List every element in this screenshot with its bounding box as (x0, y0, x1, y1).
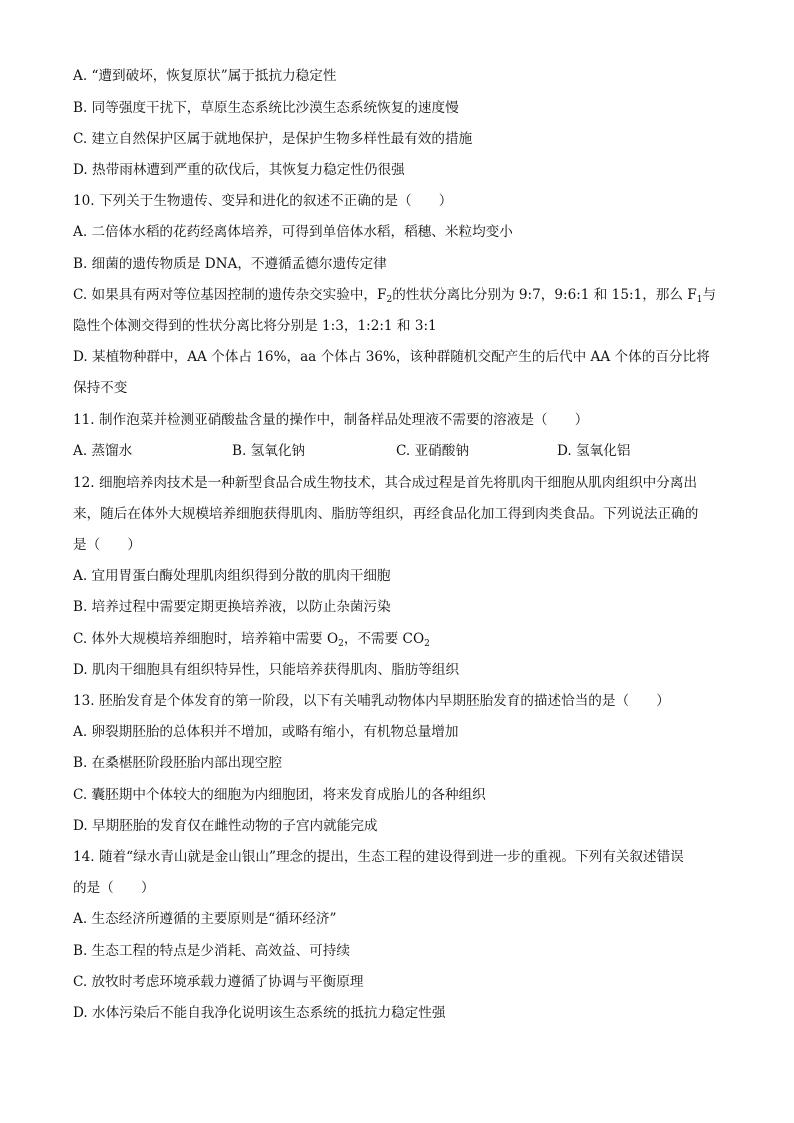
q12c-sub-2: 2 (424, 639, 430, 649)
q14-stem-1: 14. 随着“绿水青山就是金山银山”理念的提出，生态工程的建设得到进一步的重视。下列有关叙述错误 (73, 849, 684, 865)
q14-stem-2: 的是（ ） (73, 880, 155, 896)
q11-option-c: C. 亚硝酸钠 (396, 443, 469, 459)
q10-option-a: A. 二倍体水稻的花药经离体培养，可得到单倍体水稻，稻穗、米粒均变小 (73, 224, 513, 240)
q9-option-a: A. “遭到破坏，恢复原状”属于抵抗力稳定性 (73, 68, 337, 84)
q11-option-a: A. 蒸馏水 (73, 443, 133, 459)
q12c-text-2: ，不需要 CO (343, 631, 425, 647)
q9-option-d: D. 热带雨林遭到严重的砍伐后，其恢复力稳定性仍很强 (73, 162, 405, 178)
q13-option-c: C. 囊胚期中个体较大的细胞为内细胞团，将来发育成胎儿的各种组织 (73, 787, 486, 803)
q10c-text-1: C. 如果具有两对等位基因控制的遗传杂交实验中，F (73, 287, 387, 303)
q12c-sub-1: 2 (338, 639, 344, 649)
q10c-text-2: 的性状分离比分别为 9:7，9:6:1 和 15:1，那么 F (392, 287, 697, 303)
q10-option-c-cont: 隐性个体测交得到的性状分离比将分别是 1:3，1:2:1 和 3:1 (73, 318, 437, 334)
q14-option-a: A. 生态经济所遵循的主要原则是“循环经济” (73, 911, 337, 927)
q10-option-c (73, 286, 716, 304)
q10c-sub-1: 2 (386, 295, 393, 305)
q10c-text-3: 与 (702, 287, 717, 303)
q12c-text-1: C. 体外大规模培养细胞时，培养箱中需要 O (73, 631, 339, 647)
q12-option-a: A. 宜用胃蛋白酶处理肌肉组织得到分散的肌肉干细胞 (73, 568, 391, 584)
q12-option-c (73, 630, 430, 648)
q14-option-c: C. 放牧时考虑环境承载力遵循了协调与平衡原理 (73, 974, 364, 990)
q13-option-b: B. 在桑椹胚阶段胚胎内部出现空腔 (73, 755, 282, 771)
q13-stem: 13. 胚胎发育是个体发育的第一阶段，以下有关哺乳动物体内早期胚胎发育的描述恰当的是（ ） (73, 693, 670, 709)
q12-option-b: B. 培养过程中需要定期更换培养液，以防止杂菌污染 (73, 599, 391, 615)
q9-option-c: C. 建立自然保护区属于就地保护，是保护生物多样性最有效的措施 (73, 131, 473, 147)
q13-option-d: D. 早期胚胎的发育仅在雌性动物的子宫内就能完成 (73, 818, 378, 834)
q12-stem-3: 是（ ） (73, 537, 141, 553)
q12-stem-1: 12. 细胞培养肉技术是一种新型食品合成生物技术，其合成过程是首先将肌肉干细胞从肌肉组织中分离出 (73, 475, 698, 491)
q11-stem: 11. 制作泡菜并检测亚硝酸盐含量的操作中，制备样品处理液不需要的溶液是（ ） (73, 412, 589, 428)
q12-option-d: D. 肌肉干细胞具有组织特异性，只能培养获得肌肉、脂肪等组织 (73, 662, 460, 678)
q11-option-b: B. 氢氧化钠 (232, 443, 306, 459)
q14-option-d: D. 水体污染后不能自我净化说明该生态系统的抵抗力稳定性强 (73, 1005, 446, 1021)
q11-option-d: D. 氢氧化铝 (557, 443, 631, 459)
q14-option-b: B. 生态工程的特点是少消耗、高效益、可持续 (73, 943, 350, 959)
q9-option-b: B. 同等强度干扰下，草原生态系统比沙漠生态系统恢复的速度慢 (73, 100, 459, 116)
q10c-sub-2: 1 (696, 295, 703, 305)
q10-option-d-cont: 保持不变 (73, 380, 128, 396)
q12-stem-2: 来，随后在体外大规模培养细胞获得肌肉、脂肪等组织，再经食品化加工得到肉类食品。下列说法正确的 (73, 506, 699, 522)
q10-option-b: B. 细菌的遗传物质是 DNA，不遵循孟德尔遗传定律 (73, 256, 387, 272)
q10-option-d: D. 某植物种群中，AA 个体占 16%，aa 个体占 36%，该种群随机交配产生的后代中 AA 个体的百分比将 (73, 349, 710, 365)
q13-option-a: A. 卵裂期胚胎的总体积并不增加，或略有缩小，有机物总量增加 (73, 724, 459, 740)
q10-stem: 10. 下列关于生物遗传、变异和进化的叙述不正确的是（ ） (73, 193, 453, 209)
